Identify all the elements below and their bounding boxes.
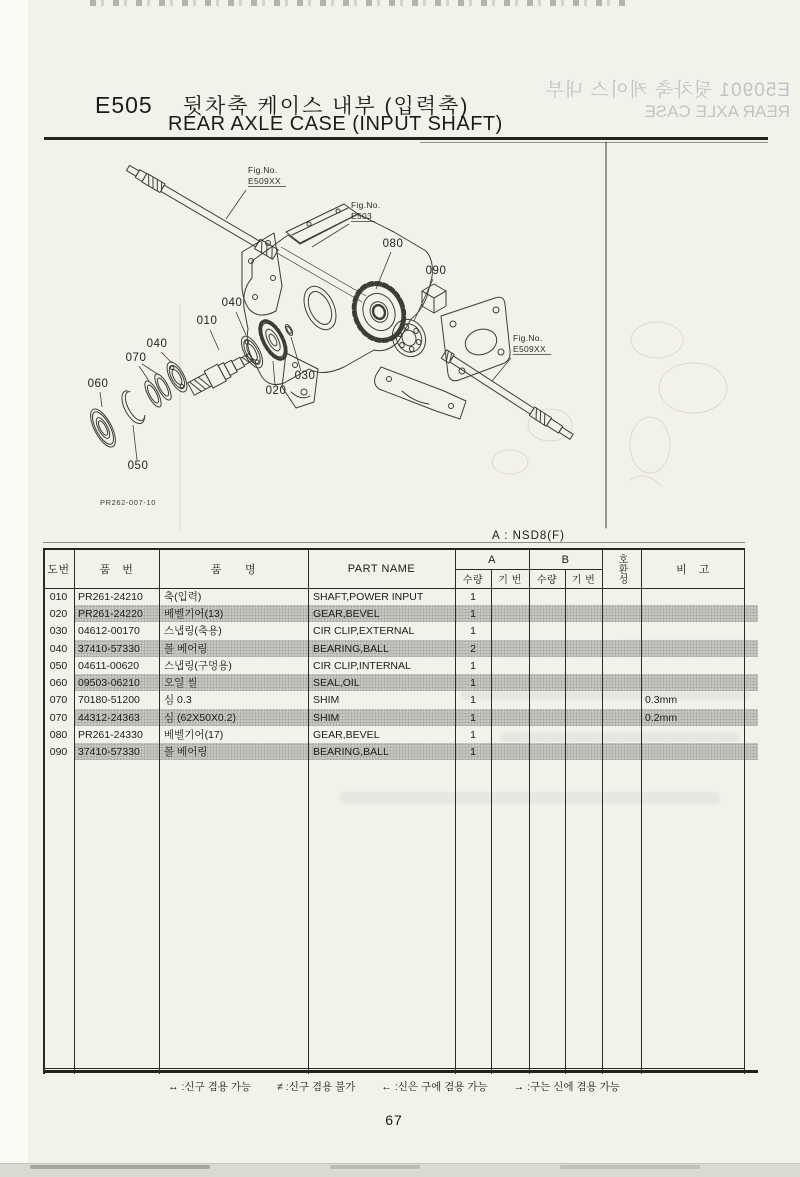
title-korean: 뒷차축 케이스 내부 (입력축): [182, 95, 470, 118]
callout-050: 050: [127, 460, 149, 472]
section-code: E505: [95, 92, 153, 118]
cell-fig: 090: [49, 745, 68, 758]
clip-030-drawing: [284, 323, 294, 336]
callout-090: 090: [425, 265, 447, 277]
header-compat: 호환성: [616, 554, 627, 584]
cell-part: 70180-51200: [78, 693, 140, 706]
legend-item: → :구는 신에 겸용 가능: [513, 1081, 620, 1093]
header-part-name: PART NAME: [347, 563, 416, 575]
cell-part: 09503-06210: [78, 676, 140, 689]
cell-part-name: CIR CLIP,INTERNAL: [313, 659, 411, 672]
cell-name-ko: 스냅링(구멍용): [164, 660, 232, 672]
cell-name-ko: 베벨기어(13): [164, 608, 224, 620]
cell-fig: 030: [49, 624, 68, 637]
table-bottom-rule: [43, 1070, 758, 1073]
fig-no-label: Fig.No.: [351, 200, 381, 210]
table-row: [43, 709, 745, 726]
bleed-through-title: [544, 80, 790, 121]
header-name-ko: 품 명: [210, 564, 257, 576]
cell-qty-a: 2: [470, 642, 476, 655]
cell-qty-a: 1: [470, 676, 476, 689]
cell-qty-a: 1: [470, 693, 476, 706]
fig-no-label: Fig.No.: [248, 165, 278, 175]
cell-qty-a: 1: [470, 590, 476, 603]
header-separator: [43, 588, 745, 589]
cell-part: PR261-24330: [78, 728, 143, 741]
cell-part: 37410-57330: [78, 642, 140, 655]
cell-part: 04611-00620: [78, 659, 140, 672]
cell-part: PR261-24210: [78, 590, 143, 603]
legend-item: ↔ :신구 겸용 가능: [168, 1081, 252, 1093]
header-part-no: 품 번: [99, 564, 134, 576]
table-row: [43, 605, 745, 622]
cell-fig: 040: [49, 642, 68, 655]
cell-part-name: SHIM: [313, 693, 340, 706]
title-english: REAR AXLE CASE (INPUT SHAFT): [168, 113, 503, 135]
cell-name-ko: 오일 씰: [164, 677, 198, 689]
scan-artifact-bottom: [0, 1163, 800, 1177]
callout-070: 070: [125, 352, 147, 364]
table-row: [43, 726, 745, 743]
cell-fig: 070: [49, 711, 68, 724]
snap-ring-050-drawing: [117, 388, 147, 427]
header-qty-b: 수량: [536, 575, 558, 586]
cell-part-name: SEAL,OIL: [313, 676, 360, 689]
cell-part-name: GEAR,BEVEL: [313, 607, 380, 620]
cell-name-ko: 심 (62X50X0.2): [164, 712, 237, 724]
cell-qty-a: 1: [470, 607, 476, 620]
cell-fig: 050: [49, 659, 68, 672]
table-border-left: [43, 550, 45, 1074]
fig-no-label: Fig.No.: [513, 333, 543, 343]
cell-part: 44312-24363: [78, 711, 140, 724]
fig-ref-right-shaft: [513, 333, 551, 355]
cell-remark: 0.3mm: [645, 693, 678, 706]
seal-060-drawing: [86, 405, 121, 450]
variant-note: A : NSD8(F): [492, 530, 565, 542]
cell-part-name: CIR CLIP,EXTERNAL: [313, 624, 415, 637]
table-row: [43, 691, 745, 708]
bearing-040-drawing: [163, 359, 191, 395]
cell-name-ko: 스냅링(축용): [164, 625, 222, 637]
cell-name-ko: 베벨기어(17): [164, 729, 224, 741]
cell-part: 37410-57330: [78, 745, 140, 758]
cell-part-name: GEAR,BEVEL: [313, 728, 380, 741]
shaft-hidden-line: [281, 247, 366, 296]
table-row: [43, 622, 745, 639]
gear-020-drawing: [255, 317, 291, 363]
shaft-hidden-line: [277, 253, 362, 302]
scan-edge: [0, 0, 28, 1177]
fig-code: E509XX: [248, 176, 281, 186]
cell-qty-a: 1: [470, 728, 476, 741]
callout-080: 080: [382, 238, 404, 250]
cell-qty-a: 1: [470, 624, 476, 637]
callout-060: 060: [87, 378, 109, 390]
legend-item: ≠ :신구 겸용 불가: [277, 1081, 356, 1093]
table-top-ghost-line: [43, 542, 745, 543]
fig-code: E509XX: [513, 344, 546, 354]
drawing-code: PR262-007-10: [100, 498, 156, 507]
header-remark: 비 고: [676, 564, 710, 576]
fig-code: E503: [351, 211, 373, 221]
fig-ref-left-shaft: [248, 165, 286, 187]
cell-part-name: BEARING,BALL: [313, 642, 389, 655]
table-row: [43, 657, 745, 674]
header-group-a: A: [488, 553, 496, 566]
cell-part-name: SHAFT,POWER INPUT: [313, 590, 424, 603]
table-border-right: [744, 550, 746, 1074]
cell-fig: 010: [49, 590, 68, 603]
header-group-b: B: [561, 553, 570, 566]
cell-qty-a: 1: [470, 745, 476, 758]
cell-fig: 080: [49, 728, 68, 741]
table-row: [43, 674, 745, 691]
callout-040: 040: [146, 338, 168, 350]
cell-fig: 020: [49, 607, 68, 620]
cell-fig: 070: [49, 693, 68, 706]
callout-010: 010: [196, 315, 218, 327]
header-serial-a: 기 번: [498, 575, 522, 586]
callout-040: 040: [221, 297, 243, 309]
leader-lines: [100, 190, 511, 460]
cell-qty-a: 1: [470, 711, 476, 724]
compatibility-legend: [43, 1079, 745, 1094]
header-fig-no: 도번: [47, 564, 70, 576]
cell-qty-a: 1: [470, 659, 476, 672]
cell-part: 04612-00170: [78, 624, 140, 637]
cell-name-ko: 심 0.3: [164, 694, 192, 706]
cell-part: PR261-24220: [78, 607, 143, 620]
cell-part-name: SHIM: [313, 711, 340, 724]
page-number: 67: [385, 1112, 403, 1128]
table-row: [43, 588, 745, 605]
header-qty-a: 수량: [462, 575, 484, 586]
callout-030: 030: [294, 370, 316, 382]
scan-artifact-top: [90, 0, 630, 6]
cell-name-ko: 축(입력): [164, 591, 202, 603]
table-row: [43, 640, 745, 657]
callout-020: 020: [265, 385, 287, 397]
bleed-line: E50901 뒷차축 케이스 내부: [544, 80, 790, 101]
parts-table: [43, 548, 745, 1074]
cell-fig: 060: [49, 676, 68, 689]
header-serial-b: 기 번: [571, 575, 596, 586]
cell-name-ko: 볼 베어링: [164, 746, 208, 758]
table-row: [43, 743, 745, 760]
cell-remark: 0.2mm: [645, 711, 678, 724]
exploded-view-diagram: [45, 140, 768, 530]
cell-part-name: BEARING,BALL: [313, 745, 389, 758]
output-shaft-drawing: [441, 350, 574, 441]
fig-ref-case: [351, 200, 381, 222]
bleed-line: REAR AXLE CASE: [644, 101, 790, 121]
legend-item: ← :신은 구에 겸용 가능: [381, 1081, 488, 1093]
cell-name-ko: 볼 베어링: [164, 643, 208, 655]
